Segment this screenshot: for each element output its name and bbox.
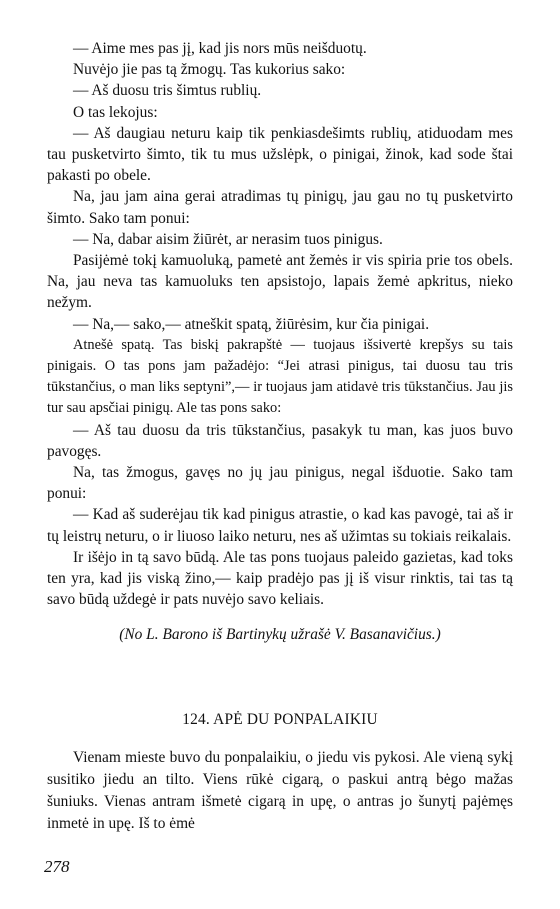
paragraph: — Kad aš suderėjau tik kad pinigus atrastie, o kad kas pavogė, tai aš ir tų leistrų neturu, o ir liuoso laiko neturu, nes aš užimtas su tokiais reikalais. (47, 506, 513, 545)
story-text (47, 38, 513, 610)
paragraph: Atnešė spatą. Tas biskį pakrapštė — tuojaus išsivertė krepšys su tais pinigais. O tas pons jam pažadėjo: “Jei atrasi pinigus, tai duosu tau tris tūkstančius, o man liks septyni”,— ir tuojaus jam atidavė tris tūkstančius. Jau jis tur sau apsčiai pinigų. Ale tas pons sako: (47, 336, 513, 417)
paragraph: Nuvėjo jie pas tą žmogų. Tas kukorius sako: (73, 61, 346, 79)
paragraph: Na, tas žmogus, gavęs no jų jau pinigus, negal išduotie. Sako tam ponui: (47, 464, 513, 503)
paragraph: Na, jau jam aina gerai atradimas tų pinigų, jau gau no tų pusketvirto šimto. Sako tam ponui: (47, 188, 513, 227)
page-number: 278 (44, 857, 70, 876)
paragraph: — Aš tau duosu da tris tūkstančius, pasakyk tu man, kas juos buvo pavogęs. (47, 421, 513, 460)
paragraph: — Na,— sako,— atneškit spatą, žiūrėsim, kur čia pinigai. (73, 315, 430, 333)
paragraph: — Aš daugiau neturu kaip tik penkiasdešimts rublių, atiduodam mes tau pusketvirto šimto, tik tu mus užslėpk, o pinigai, žinok, kad sode štai pakasti po obele. (47, 124, 513, 185)
next-story-text (47, 747, 513, 835)
paragraph: Ir išėjo in tą savo būdą. Ale tas pons tuojaus paleido gazietas, kad toks ten yra, kad jis viską žino,— kaip pradėjo pas jį iš visur rinktis, tai tas tą savo būdą uždegė ir pats nuvėjo savo keliais. (47, 548, 513, 609)
paragraph: O tas lekojus: (73, 103, 158, 121)
paragraph: — Aš duosu tris šimtus rublių. (73, 82, 262, 100)
paragraph: Vienam mieste buvo du ponpalaikiu, o jiedu vis pykosi. Ale vieną sykį susitiko jiedu an tilto. Viens rūkė cigarą, o paskui antrą bėgo mažas šuniuks. Vienas antram išmetė cigarą in upę, o antras jo šunytį pajėmęs inmetė in upę. Iš to ėmė (47, 749, 513, 832)
paragraph: Pasijėmė tokį kamuoluką, pametė ant žemės ir vis spiria prie tos obels. Na, jau neva tas kamuoluks ten apsistojo, lapais žemė apkritus, nieko nežym. (47, 252, 513, 312)
story-heading: 124. APĖ DU PONPALAIKIU (182, 711, 378, 728)
paragraph: — Aime mes pas jį, kad jis nors mūs neišduotų. (73, 40, 367, 57)
attribution: (No L. Barono iš Bartinykų užrašė V. Basanavičius.) (119, 626, 441, 643)
paragraph: — Na, dabar aisim žiūrėt, ar nerasim tuos pinigus. (73, 230, 383, 248)
